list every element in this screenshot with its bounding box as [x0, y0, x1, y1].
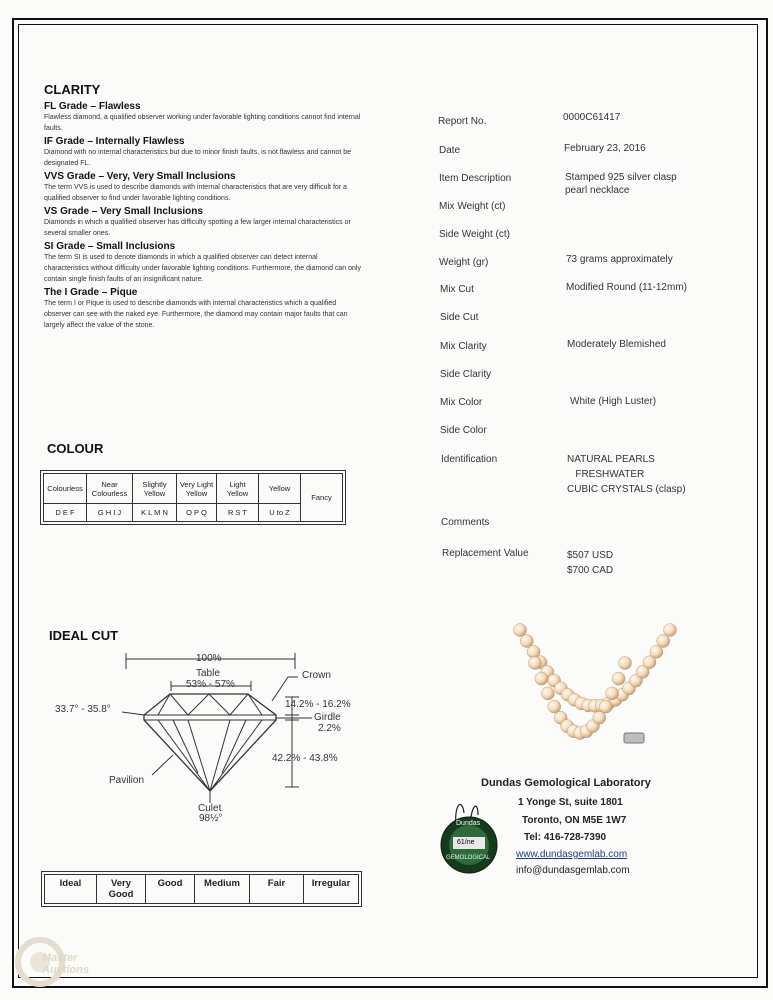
colour-code-slightly-yellow: K L M N — [133, 504, 177, 522]
lab-phone: Tel: 416-728-7390 — [524, 832, 607, 843]
diagram-girdle-value: 2.2% — [318, 723, 341, 734]
date-label: Date — [439, 145, 461, 156]
diagram-girdle-label: Girdle — [314, 712, 341, 723]
grade-title: The I Grade – Pique — [44, 287, 138, 298]
clarity-grade-vvs — [44, 171, 364, 204]
report-no-label: Report No. — [438, 116, 487, 127]
pearl — [535, 672, 548, 685]
pearl — [619, 657, 632, 670]
diagram-crown-label: Crown — [302, 670, 331, 681]
grade-description: Diamond with no internal characteristics but due to minor finish faults, is not flawless and cannot be designated FL. — [44, 149, 351, 167]
pearl — [606, 687, 619, 700]
pearl — [548, 700, 561, 713]
clarity-grade-si — [44, 241, 364, 285]
cut-grade-good: Good — [146, 875, 195, 904]
colour-code-near-colourless: G H I J — [87, 504, 133, 522]
seal-top-text: Dundas — [456, 820, 481, 827]
mix-weight-label: Mix Weight (ct) — [439, 201, 506, 212]
seal-graphic — [434, 795, 504, 877]
mix-clarity-value: Moderately Blemished — [567, 339, 666, 350]
cut-grade-irregular: Irregular — [304, 875, 359, 904]
clarity-grade-list — [44, 101, 364, 331]
lab-address-line1: 1 Yonge St, suite 1801 — [518, 797, 623, 808]
watermark-text: Master Auctions — [42, 952, 90, 976]
date-value: February 23, 2016 — [564, 143, 646, 154]
lab-address-line2: Toronto, ON M5E 1W7 — [522, 815, 627, 826]
seal-bottom-text: GEMOLOGICAL — [446, 855, 491, 861]
lab-seal — [434, 795, 504, 877]
grade-title: VVS Grade – Very, Very Small Inclusions — [44, 171, 236, 182]
watermark — [12, 930, 102, 990]
colour-header-slightly-yellow: Slightly Yellow — [133, 474, 177, 504]
diagram-pavilion-label: Pavilion — [109, 775, 145, 786]
diagram-crown-angle: 33.7° - 35.8° — [55, 704, 111, 715]
diagram-table-label: Table — [196, 668, 220, 679]
colour-header-fancy: Fancy — [301, 474, 343, 522]
diagram-culet-label: Culet — [198, 803, 222, 814]
pearl — [599, 700, 612, 713]
grade-description: The term I or Pique is used to describe diamonds with internal characteristics which a qualified observer can see with the naked eye. Furthermore, the diamond may contain major faults that can largely affect the value of the stone. — [44, 300, 348, 329]
mix-color-label: Mix Color — [440, 397, 483, 408]
grade-title: VS Grade – Very Small Inclusions — [44, 206, 203, 217]
pearl — [529, 657, 542, 670]
lab-name: Dundas Gemological Laboratory — [481, 777, 651, 789]
identification-value: NATURAL PEARLS FRESHWATER CUBIC CRYSTALS (clasp) — [567, 454, 686, 495]
colour-scale-table — [43, 473, 343, 522]
grade-title: FL Grade – Flawless — [44, 101, 141, 112]
cut-grade-table — [44, 874, 359, 904]
side-clarity-label: Side Clarity — [440, 369, 492, 380]
colour-code-colourless: D E F — [44, 504, 87, 522]
cut-grade-very-good: Very Good — [97, 875, 146, 904]
grade-title: IF Grade – Internally Flawless — [44, 136, 185, 147]
diagram-culet-angle: 98½° — [199, 813, 223, 824]
grade-description: The term SI is used to denote diamonds in which a qualified observer can detect internal characteristics without difficulty under favorable lighting conditions. Furthermore, the diamond can only contain single finish faults of an insignificant nature. — [44, 254, 361, 283]
cut-grade-scale — [41, 871, 362, 907]
cut-grade-fair: Fair — [250, 875, 304, 904]
clarity-grade-i — [44, 287, 364, 331]
pearl — [612, 672, 625, 685]
pearl — [593, 711, 606, 724]
colour-header-very-light-yellow: Very Light Yellow — [177, 474, 217, 504]
colour-header-near-colourless: Near Colourless — [87, 474, 133, 504]
lab-email[interactable]: info@dundasgemlab.com — [516, 865, 630, 876]
grade-title: SI Grade – Small Inclusions — [44, 241, 176, 252]
colour-code-yellow: U to Z — [259, 504, 301, 522]
lab-website-link[interactable]: www.dundasgemlab.com — [516, 849, 628, 860]
clarity-title: CLARITY — [44, 82, 101, 97]
grade-description: Flawless diamond, a qualified observer working under favorable lighting conditions cannot find internal faults. — [44, 114, 361, 132]
cut-grade-ideal: Ideal — [45, 875, 97, 904]
diagram-crown-height: 14.2% - 16.2% — [285, 699, 351, 710]
item-description-label: Item Description — [439, 173, 512, 184]
side-color-label: Side Color — [440, 425, 487, 436]
pearl — [541, 687, 554, 700]
mix-cut-label: Mix Cut — [440, 284, 474, 295]
mix-color-value: White (High Luster) — [570, 396, 657, 407]
colour-title: COLOUR — [47, 441, 104, 456]
ideal-cut-title: IDEAL CUT — [49, 628, 119, 643]
colour-code-light-yellow: R S T — [217, 504, 259, 522]
replacement-value-label: Replacement Value — [442, 548, 529, 559]
grade-description: Diamonds in which a qualified observer has difficulty spotting a few larger internal characteristics or several smaller ones. — [44, 219, 351, 237]
clarity-section — [44, 82, 364, 331]
comments-label: Comments — [441, 517, 490, 528]
side-cut-label: Side Cut — [440, 312, 479, 323]
seal-number: 61/ne — [457, 839, 475, 846]
mix-clarity-label: Mix Clarity — [440, 341, 487, 352]
item-description-value: Stamped 925 silver clasp pearl necklace — [565, 172, 677, 196]
replacement-value-value: $507 USD $700 CAD — [567, 550, 614, 576]
pearl — [514, 624, 527, 637]
weight-label: Weight (gr) — [439, 257, 489, 268]
weight-value: 73 grams approximately — [566, 254, 673, 265]
clarity-grade-if — [44, 136, 364, 169]
colour-scale — [40, 470, 346, 525]
cut-grade-medium: Medium — [195, 875, 250, 904]
side-weight-label: Side Weight (ct) — [439, 229, 510, 240]
diagram-pavilion-depth: 42.2% - 43.8% — [272, 753, 338, 764]
colour-code-very-light-yellow: O P Q — [177, 504, 217, 522]
clarity-grade-fl — [44, 101, 364, 134]
colour-header-yellow: Yellow — [259, 474, 301, 504]
diagram-table-range: 53% - 57% — [186, 679, 235, 690]
identification-label: Identification — [441, 454, 498, 465]
report-no-value: 0000C61417 — [563, 112, 621, 123]
mix-cut-value: Modified Round (11-12mm) — [566, 282, 687, 293]
pearl-necklace-image — [490, 608, 695, 773]
clarity-grade-vs — [44, 206, 364, 239]
pearl — [664, 624, 677, 637]
colour-header-colourless: Colourless — [44, 474, 87, 504]
colour-header-light-yellow: Light Yellow — [217, 474, 259, 504]
diagram-width-label: 100% — [196, 653, 222, 664]
grade-description: The term VVS is used to describe diamonds with internal characteristics that are very difficult for a qualified observer to find under favorable lighting conditions. — [44, 184, 347, 202]
pearl — [657, 635, 670, 648]
